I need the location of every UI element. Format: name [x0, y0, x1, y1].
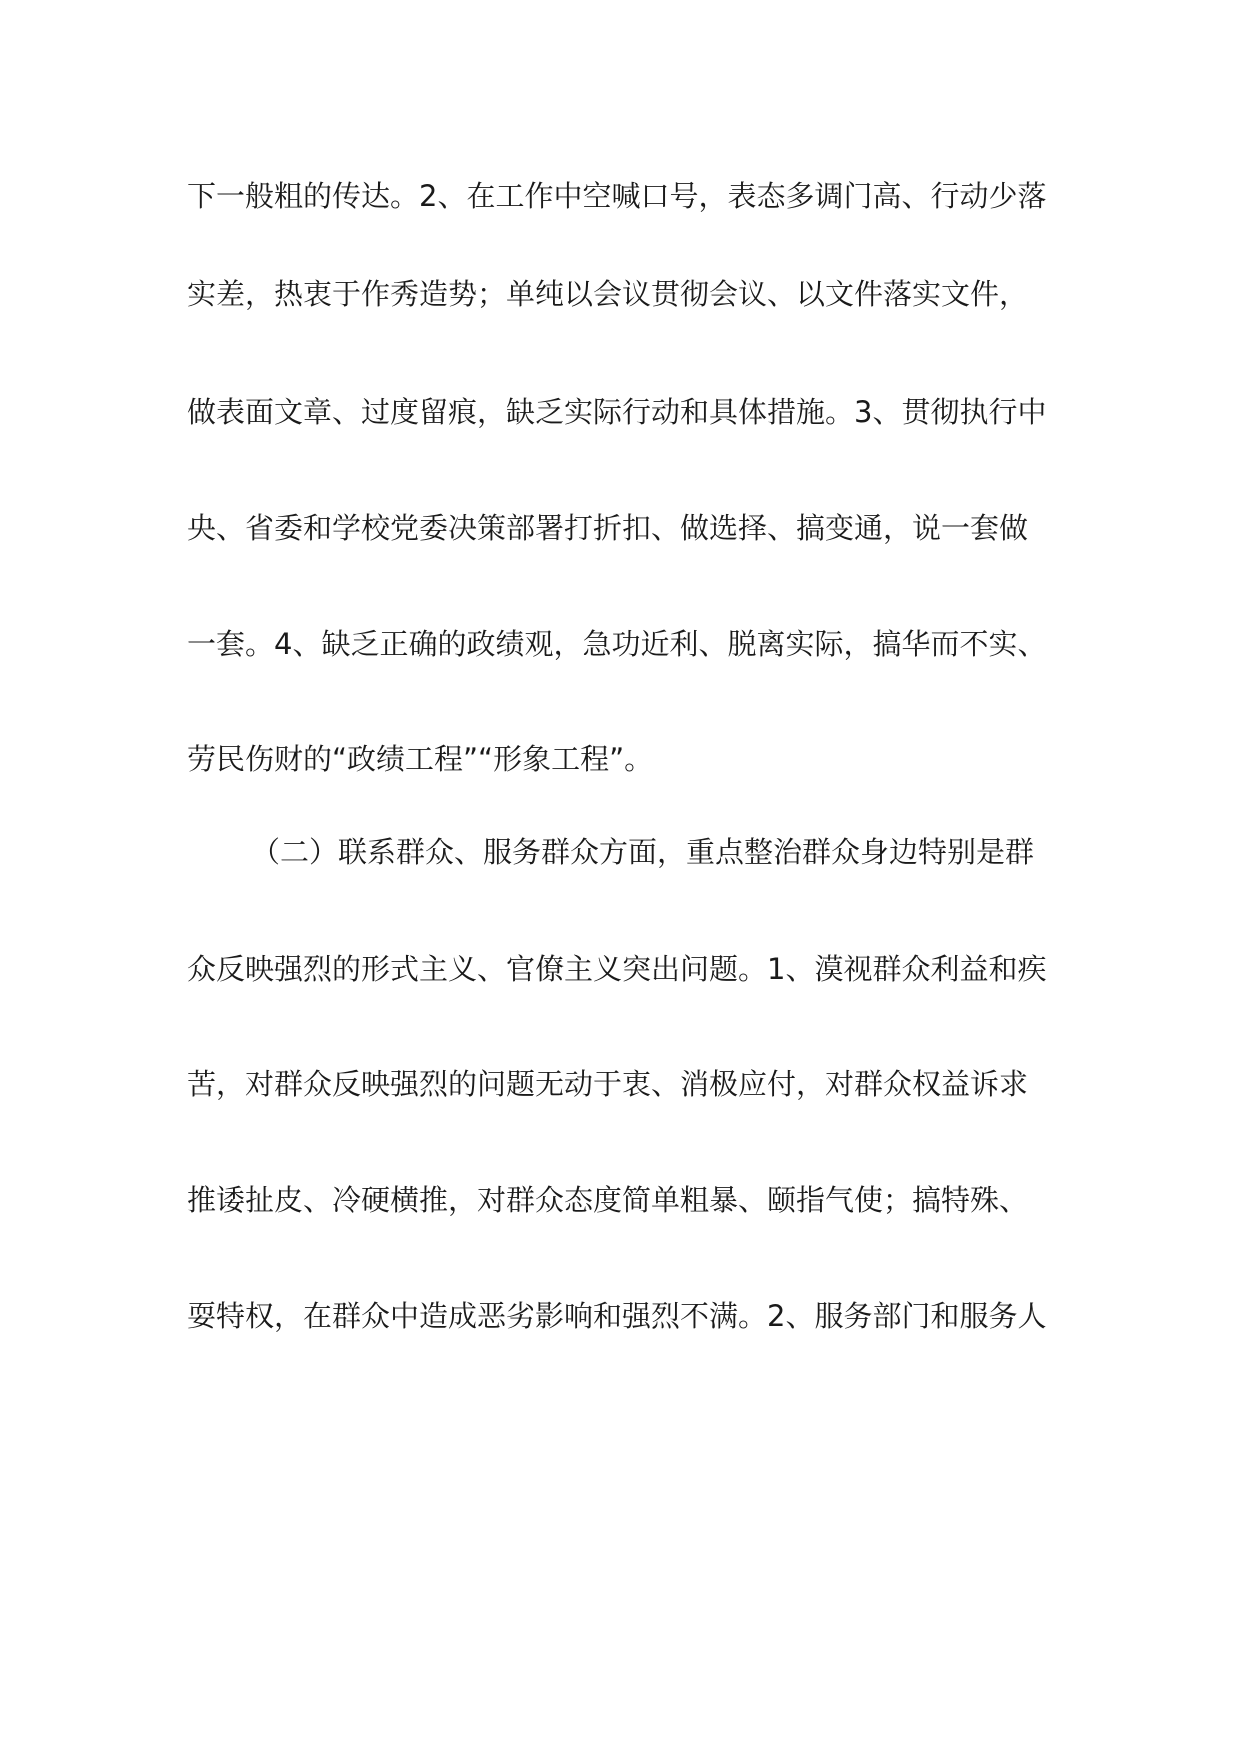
text-line-2: 实差，热衷于作秀造势；单纯以会议贯彻会议、以文件落实文件， — [187, 277, 1029, 311]
text-line-11: 耍特权，在群众中造成恶劣影响和强烈不满。2、服务部门和服务人 — [187, 1299, 1047, 1333]
text-line-9: 苦，对群众反映强烈的问题无动于衷、消极应付，对群众权益诉求 — [187, 1067, 1029, 1101]
text-line-8: 众反映强烈的形式主义、官僚主义突出问题。1、漠视群众利益和疾 — [187, 952, 1047, 986]
text-line-5: 一套。4、缺乏正确的政绩观，急功近利、脱离实际，搞华而不实、 — [187, 627, 1047, 661]
text-line-10: 推诿扯皮、冷硬横推，对群众态度简单粗暴、颐指气使；搞特殊、 — [187, 1183, 1029, 1217]
text-line-6: 劳民伤财的“政绩工程”“形象工程”。 — [187, 742, 654, 776]
text-line-3: 做表面文章、过度留痕，缺乏实际行动和具体措施。3、贯彻执行中 — [187, 395, 1047, 429]
text-line-1: 下一般粗的传达。2、在工作中空喊口号，表态多调门高、行动少落 — [187, 179, 1047, 213]
section-heading-line: （二）联系群众、服务群众方面，重点整治群众身边特别是群 — [251, 835, 1035, 869]
text-line-4: 央、省委和学校党委决策部署打折扣、做选择、搞变通，说一套做 — [187, 511, 1029, 545]
